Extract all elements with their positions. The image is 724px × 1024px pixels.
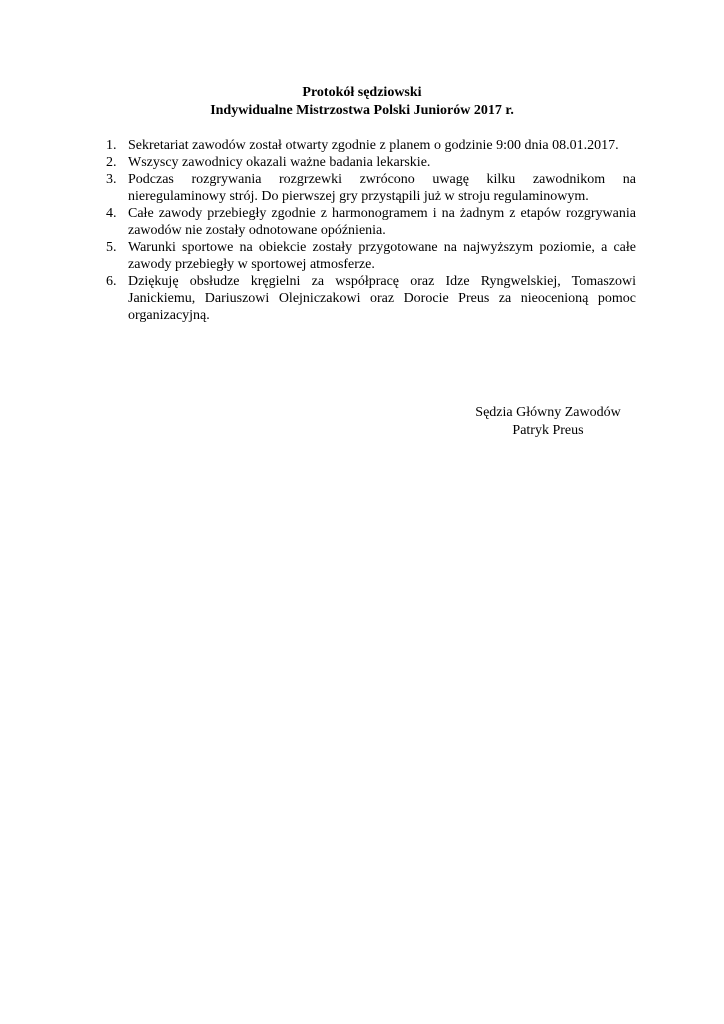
list-item-number: 4. — [106, 206, 117, 221]
list-item — [106, 205, 636, 239]
list-item-text: Sekretariat zawodów został otwarty zgodnie z planem o godzinie 9:00 dnia 08.01.2017. — [128, 138, 619, 153]
list-item-text: Podczas rozgrywania rozgrzewki zwrócono uwagę kilku zawodnikom na nieregulaminowy strój. Do pierwszej gry przystąpili już w stroju regulaminowym. — [128, 172, 636, 204]
list-item — [106, 273, 636, 324]
list-item-text: Całe zawody przebiegły zgodnie z harmonogramem i na żadnym z etapów rozgrywania zawodów nie zostały odnotowane opóźnienia. — [128, 206, 636, 238]
list-item-number: 5. — [106, 240, 117, 255]
protocol-list — [106, 137, 636, 324]
list-item-text: Wszyscy zawodnicy okazali ważne badania lekarskie. — [128, 155, 431, 170]
list-item-text: Dziękuję obsłudze kręgielni za współpracę oraz Idze Ryngwelskiej, Tomaszowi Janickiemu, Dariuszowi Olejniczakowi oraz Dorocie Preus za nieocenioną pomoc organizacyjną. — [128, 274, 636, 323]
signature-name: Patryk Preus — [512, 423, 584, 438]
list-item — [106, 154, 636, 171]
list-item — [106, 137, 636, 154]
list-item-number: 1. — [106, 138, 117, 153]
signature-block — [450, 404, 646, 440]
list-item — [106, 239, 636, 273]
document-title: Protokół sędziowski — [302, 85, 422, 100]
signature-role: Sędzia Główny Zawodów — [475, 405, 621, 420]
list-item-number: 2. — [106, 155, 117, 170]
list-item-number: 3. — [106, 172, 117, 187]
document-subtitle: Indywidualne Mistrzostwa Polski Juniorów 2017 r. — [210, 103, 514, 118]
document-header — [0, 84, 724, 120]
list-item-number: 6. — [106, 274, 117, 289]
list-item-text: Warunki sportowe na obiekcie zostały przygotowane na najwyższym poziomie, a całe zawody przebiegły w sportowej atmosferze. — [128, 240, 636, 272]
list-item — [106, 171, 636, 205]
